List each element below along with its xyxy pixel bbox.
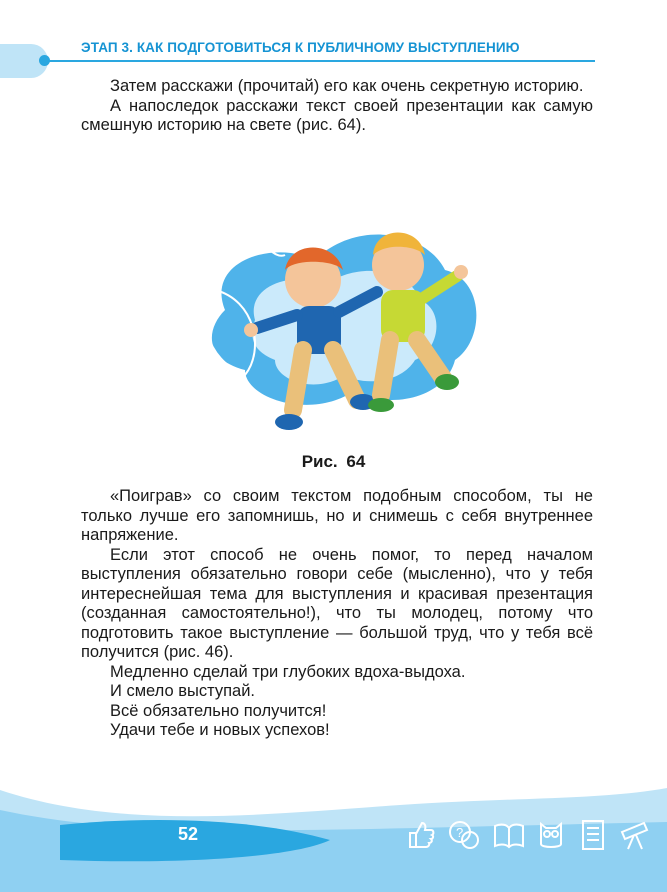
illustration-two-boys: [185, 200, 495, 435]
section-header: ЭТАП 3. КАК ПОДГОТОВИТЬСЯ К ПУБЛИЧНОМУ ВЫСТУПЛЕНИЮ: [81, 40, 520, 55]
paragraph: Медленно сделай три глубоких вдоха-выдоха.: [110, 662, 466, 681]
paragraph: Если этот способ не очень помог, то перед началом выступления обязательно говори себе (мысленно), что у тебя интереснейшая тема для выступления и красивая презентация (созданная самостоятельно!), что ты молодец, потому что подготовить такое выступление — большой труд, что у тебя всё получится (рис. 46).: [81, 545, 593, 661]
footer-icons: [404, 818, 664, 858]
paragraph: Удачи тебе и новых успехов!: [110, 721, 330, 739]
figure-caption: Рис. 64: [301, 452, 366, 471]
paragraph: А напоследок расскажи текст своей презентации как самую смешную историю на свете (рис. 64).: [81, 96, 593, 134]
svg-text:?: ?: [456, 825, 464, 840]
paragraph: Затем расскажи (прочитай) его как очень секретную историю.: [110, 77, 584, 95]
thumbs-up-icon: [404, 818, 438, 852]
owl-icon: [534, 818, 568, 852]
paragraph: Всё обязательно получится!: [110, 701, 327, 720]
paragraph: И смело выступай.: [110, 682, 256, 700]
checklist-icon: [576, 818, 610, 852]
header-rule: [48, 60, 595, 62]
telescope-icon: [618, 818, 652, 852]
book-icon: [492, 818, 526, 852]
page-number: 52: [178, 824, 199, 844]
question-icon: [446, 818, 480, 852]
body-text-top: [81, 77, 593, 136]
body-text-bottom: [81, 487, 593, 741]
paragraph: «Поиграв» со своим текстом подобным способом, ты не только лучше его запомнишь, но и снимешь с себя внутреннее напряжение.: [81, 487, 593, 544]
